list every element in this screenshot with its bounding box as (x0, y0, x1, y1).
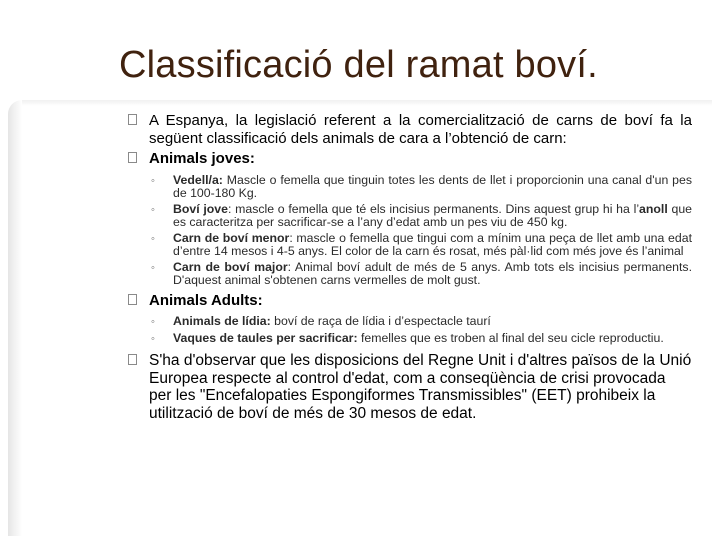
bullet-box-icon (128, 152, 137, 163)
list-item-bovi-jove (128, 203, 692, 228)
ring-bullet-icon: ◦ (151, 233, 155, 245)
bullet-adult-animals (128, 292, 692, 310)
adults-heading: Animals Adults: (149, 292, 263, 309)
young-heading: Animals joves: (149, 150, 255, 167)
ring-bullet-icon: ◦ (151, 316, 155, 328)
bullet-box-icon (128, 114, 137, 125)
term: Boví jove (173, 202, 228, 216)
list-item-bovi-menor (128, 232, 692, 257)
term-anoll: anoll (639, 202, 668, 216)
ring-bullet-icon: ◦ (151, 262, 155, 274)
definition: Mascle o femella que tinguin totes les dents de llet i proporcionin una canal d'un pes de 100-180 Kg. (173, 173, 692, 200)
list-item-bovi-major (128, 261, 692, 286)
ring-bullet-icon: ◦ (151, 175, 155, 187)
definition: : mascle o femella que tingui com a mínim una peça de llet amb una edat d’entre 14 mesos i 4-5 anys. El color de la carn és rosat, més pàl·lid com més jove és l’animal (173, 231, 692, 258)
definition: : mascle o femella que té els incisius permanents. Dins aquest grup hi ha l’ (227, 202, 640, 216)
bullet-box-icon (128, 354, 137, 365)
bullet-box-icon (128, 294, 137, 305)
list-item-vaques (128, 332, 692, 345)
slide-body (128, 112, 692, 426)
term: Carn de boví menor (173, 231, 290, 245)
slide-title: Classificació del ramat boví. (119, 44, 598, 86)
bullet-closing (128, 352, 692, 422)
ring-bullet-icon: ◦ (151, 204, 155, 216)
list-item-lidia (128, 315, 692, 328)
list-item-vedell (128, 174, 692, 199)
intro-text: A Espanya, la legislació referent a la comercialització de carns de boví fa la següent classificació dels animals de cara a l’obtenció de carn: (149, 112, 692, 147)
term: Vaques de taules per sacrificar: (173, 330, 358, 345)
term: Animals de lídia: (173, 314, 271, 328)
slide-frame-left (8, 100, 22, 536)
bullet-intro (128, 112, 692, 148)
closing-text: S'ha d'observar que les disposicions del Regne Unit i d'altres països de la Unió Europea respecte al control d'edat, com a conseqüència de crisi provocada per les "Encefalopaties Espongiformes Transmissibles" (EET) prohibeix la utilització de boví de més de 30 mesos de edat. (149, 352, 692, 422)
term: Carn de boví major (173, 260, 288, 274)
definition: : Animal boví adult de més de 5 anys. Amb tots els incisius permanents. D'aquest animal s'obtenen carns vermelles de molt gust. (173, 260, 692, 287)
definition-anoll: que es caracteritza per sacrificar-se a l’any d’edat amb un pes viu de 450 kg. (173, 202, 692, 229)
term: Vedell/a: (173, 173, 223, 187)
ring-bullet-icon: ◦ (151, 332, 155, 345)
definition: femelles que es troben al final del seu cicle reproductiu. (357, 330, 664, 345)
bullet-young-animals (128, 150, 692, 168)
definition: boví de raça de lídia i d’espectacle taurí (270, 314, 491, 328)
slide-frame-top (22, 100, 712, 106)
